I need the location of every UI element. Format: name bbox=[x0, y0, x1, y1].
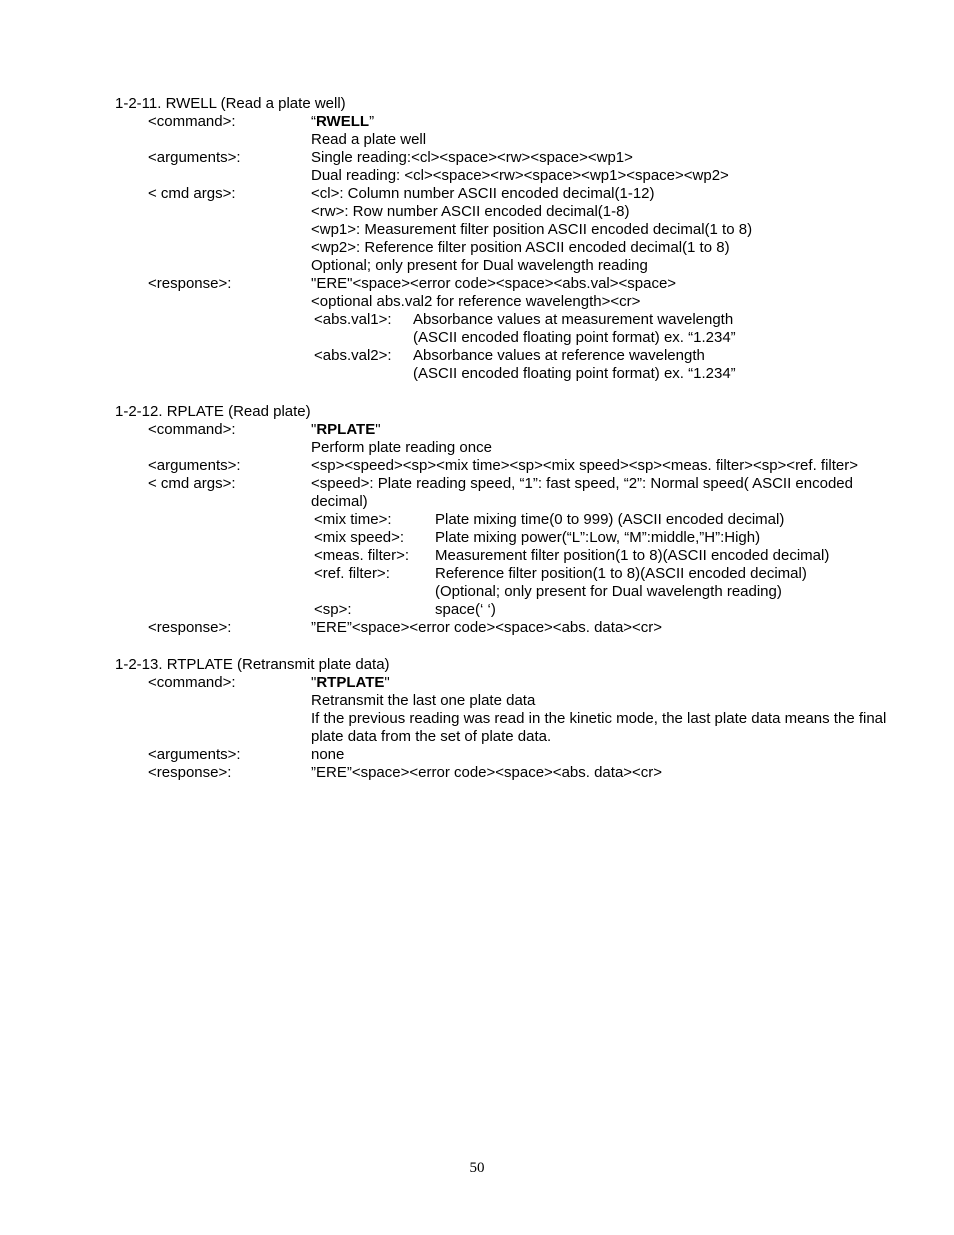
cmd-args-row bbox=[115, 221, 915, 239]
response-detail-text: (ASCII encoded floating point format) ex. “1.234” bbox=[413, 365, 736, 382]
command-label: <command>: bbox=[148, 113, 236, 130]
response-line: ”ERE”<space><error code><space><abs. data><cr> bbox=[311, 619, 663, 636]
cmd-arg-detail-label: <mix speed>: bbox=[314, 529, 405, 546]
cmd-arg-detail-row bbox=[115, 583, 915, 601]
response-label: <response>: bbox=[148, 764, 232, 781]
cmd-arg-detail-row bbox=[115, 529, 915, 547]
response-row bbox=[115, 293, 915, 311]
response-detail-label: <abs.val2>: bbox=[314, 347, 392, 364]
section-title: 1-2-11. RWELL (Read a plate well) bbox=[115, 95, 346, 112]
command-value: "RPLATE" bbox=[311, 421, 381, 438]
response-label: <response>: bbox=[148, 619, 232, 636]
argument-line: none bbox=[311, 746, 345, 763]
command-row bbox=[115, 674, 915, 692]
command-desc-row bbox=[115, 710, 915, 746]
response-line: <optional abs.val2 for reference wavelength><cr> bbox=[311, 293, 641, 310]
command-desc-row bbox=[115, 692, 915, 710]
response-detail-text: Absorbance values at reference wavelength bbox=[413, 347, 705, 364]
command-value: “RWELL” bbox=[311, 113, 375, 130]
command-description-detail: If the previous reading was read in the kinetic mode, the last plate data means the final plate data from the set of plate data. bbox=[311, 710, 887, 745]
cmd-arg-line: <wp2>: Reference filter position ASCII encoded decimal(1 to 8) bbox=[311, 239, 730, 256]
section-title: 1-2-12. RPLATE (Read plate) bbox=[115, 403, 311, 420]
cmd-arg-detail-row bbox=[115, 601, 915, 619]
response-detail-row bbox=[115, 329, 915, 347]
arguments-row bbox=[115, 457, 915, 475]
cmd-arg-line: <wp1>: Measurement filter position ASCII encoded decimal(1 to 8) bbox=[311, 221, 753, 238]
cmd-args-row bbox=[115, 475, 915, 511]
section-rtplate bbox=[115, 656, 915, 782]
response-detail-text: (ASCII encoded floating point format) ex. “1.234” bbox=[413, 329, 736, 346]
command-description: Retransmit the last one plate data bbox=[311, 692, 536, 709]
arguments-row bbox=[115, 167, 915, 185]
cmd-arg-line: Optional; only present for Dual wavelength reading bbox=[311, 257, 648, 274]
cmd-arg-detail-label: <sp>: bbox=[314, 601, 352, 618]
response-detail-row bbox=[115, 347, 915, 365]
command-name: RWELL bbox=[316, 113, 370, 130]
section-title: 1-2-13. RTPLATE (Retransmit plate data) bbox=[115, 656, 390, 673]
arguments-label: <arguments>: bbox=[148, 746, 241, 763]
command-label: <command>: bbox=[148, 421, 236, 438]
cmd-args-label: < cmd args>: bbox=[148, 475, 236, 492]
command-desc-row bbox=[115, 131, 915, 149]
cmd-arg-speed: <speed>: Plate reading speed, “1”: fast speed, “2”: Normal speed( ASCII encoded decimal) bbox=[311, 475, 853, 510]
response-detail-label: <abs.val1>: bbox=[314, 311, 392, 328]
response-detail-row bbox=[115, 365, 915, 383]
cmd-arg-detail-text: Plate mixing time(0 to 999) (ASCII encoded decimal) bbox=[435, 511, 785, 528]
command-row bbox=[115, 421, 915, 439]
cmd-arg-detail-row bbox=[115, 565, 915, 583]
arguments-label: <arguments>: bbox=[148, 149, 241, 166]
response-line: "ERE"<space><error code><space><abs.val><space> bbox=[311, 275, 677, 292]
command-label: <command>: bbox=[148, 674, 236, 691]
response-row bbox=[115, 619, 915, 637]
command-name: RTPLATE bbox=[316, 674, 385, 691]
cmd-arg-detail-label: <meas. filter>: bbox=[314, 547, 410, 564]
command-value: "RTPLATE" bbox=[311, 674, 390, 691]
cmd-args-row bbox=[115, 185, 915, 203]
arguments-row bbox=[115, 149, 915, 167]
cmd-args-label: < cmd args>: bbox=[148, 185, 236, 202]
cmd-arg-detail-text: Measurement filter position(1 to 8)(ASCII encoded decimal) bbox=[435, 547, 830, 564]
cmd-arg-line: <cl>: Column number ASCII encoded decimal(1-12) bbox=[311, 185, 655, 202]
response-row bbox=[115, 764, 915, 782]
cmd-args-row bbox=[115, 239, 915, 257]
command-desc-row bbox=[115, 439, 915, 457]
command-description: Read a plate well bbox=[311, 131, 427, 148]
cmd-arg-detail-row bbox=[115, 511, 915, 529]
cmd-args-row bbox=[115, 203, 915, 221]
cmd-arg-detail-text: Reference filter position(1 to 8)(ASCII encoded decimal) bbox=[435, 565, 807, 582]
argument-line: Single reading:<cl><space><rw><space><wp1> bbox=[311, 149, 633, 166]
arguments-label: <arguments>: bbox=[148, 457, 241, 474]
response-row bbox=[115, 275, 915, 293]
arguments-row bbox=[115, 746, 915, 764]
cmd-arg-detail-label: <mix time>: bbox=[314, 511, 392, 528]
command-name: RPLATE bbox=[316, 421, 376, 438]
section-rplate bbox=[115, 403, 915, 637]
response-detail-row bbox=[115, 311, 915, 329]
response-label: <response>: bbox=[148, 275, 232, 292]
section-rwell bbox=[115, 95, 915, 383]
cmd-arg-detail-text: Plate mixing power(“L”:Low, “M”:middle,”H”:High) bbox=[435, 529, 761, 546]
cmd-arg-line: <rw>: Row number ASCII encoded decimal(1-8) bbox=[311, 203, 630, 220]
response-detail-text: Absorbance values at measurement wavelength bbox=[413, 311, 734, 328]
cmd-arg-detail-text: space(‘ ‘) bbox=[435, 601, 496, 618]
command-row bbox=[115, 113, 915, 131]
command-description: Perform plate reading once bbox=[311, 439, 492, 456]
argument-line: Dual reading: <cl><space><rw><space><wp1><space><wp2> bbox=[311, 167, 729, 184]
cmd-arg-detail-text: (Optional; only present for Dual wavelength reading) bbox=[435, 583, 782, 600]
response-line: ”ERE”<space><error code><space><abs. data><cr> bbox=[311, 764, 663, 781]
page-number: 50 bbox=[469, 1160, 485, 1176]
cmd-arg-detail-row bbox=[115, 547, 915, 565]
cmd-args-row bbox=[115, 257, 915, 275]
argument-line: <sp><speed><sp><mix time><sp><mix speed><sp><meas. filter><sp><ref. filter> bbox=[311, 457, 859, 474]
cmd-arg-detail-label: <ref. filter>: bbox=[314, 565, 390, 582]
